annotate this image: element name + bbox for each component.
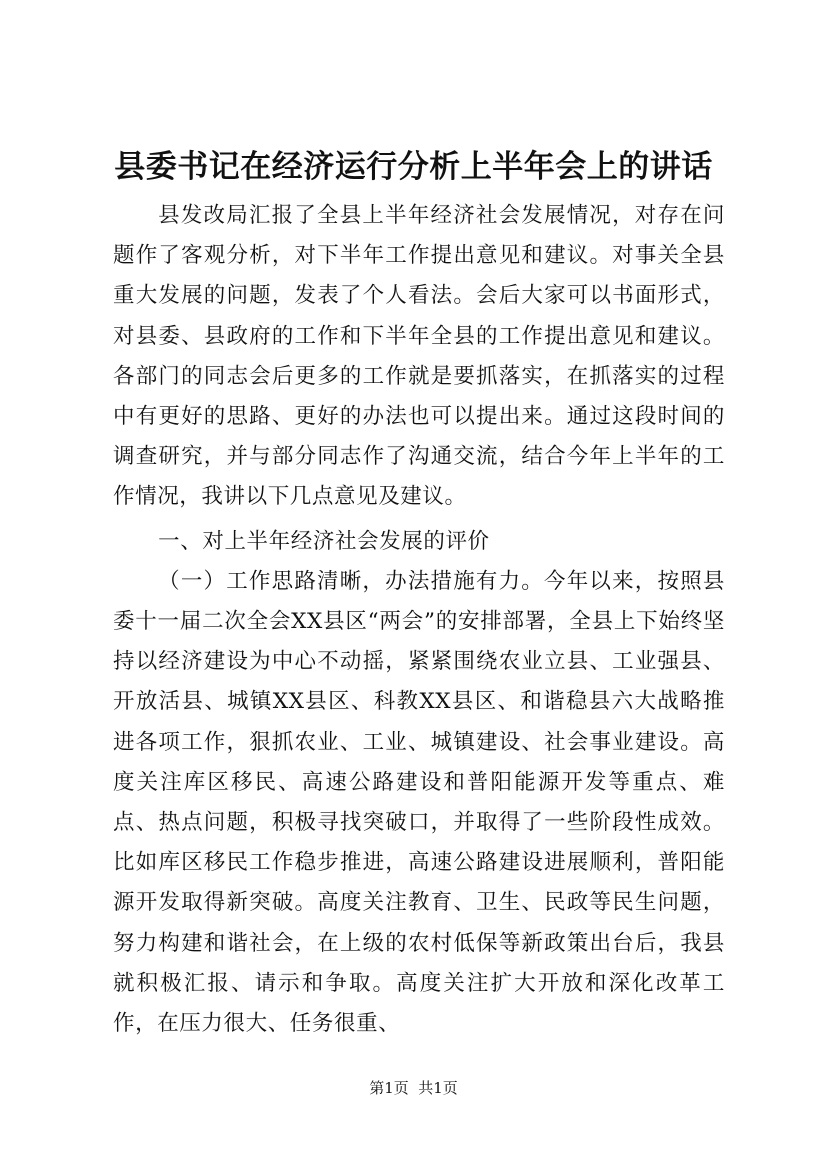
- page-footer: [0, 1078, 827, 1098]
- page-number-label: 第1页 共1页: [369, 1079, 458, 1097]
- document-title: 县委书记在经济运行分析上半年会上的讲话: [114, 149, 713, 185]
- paragraph-intro: 县发改局汇报了全县上半年经济社会发展情况，对存在问题作了客观分析，对下半年工作提出意见和建议。对事关全县重大发展的问题，发表了个人看法。会后大家可以书面形式，对县委、县政府的工作和下半年全县的工作提出意见和建议。各部门的同志会后更多的工作就是要抓落实，在抓落实的过程中有更好的思路、更好的办法也可以提出来。通过这段时间的调查研究，并与部分同志作了沟通交流，结合今年上半年的工作情况，我讲以下几点意见及建议。: [113, 203, 725, 510]
- document-body: [113, 196, 725, 1044]
- section-heading: 一、对上半年经济社会发展的评价: [158, 528, 490, 554]
- paragraph-section-1: （一）工作思路清晰，办法措施有力。今年以来，按照县委十一届二次全会XX县区“两会”的安排部署，全县上下始终坚持以经济建设为中心不动摇，紧紧围绕农业立县、工业强县、开放活县、城镇XX县区、科教XX县区、和谐稳县六大战略推进各项工作，狠抓农业、工业、城镇建设、社会事业建设。高度关注库区移民、高速公路建设和普阳能源开发等重点、难点、热点问题，积极寻找突破口，并取得了一些阶段性成效。比如库区移民工作稳步推进，高速公路建设进展顺利，普阳能源开发取得新突破。高度关注教育、卫生、民政等民生问题，努力构建和谐社会，在上级的农村低保等新政策出台后，我县就积极汇报、请示和争取。高度关注扩大开放和深化改革工作，在压力很大、任务很重、: [113, 568, 725, 1037]
